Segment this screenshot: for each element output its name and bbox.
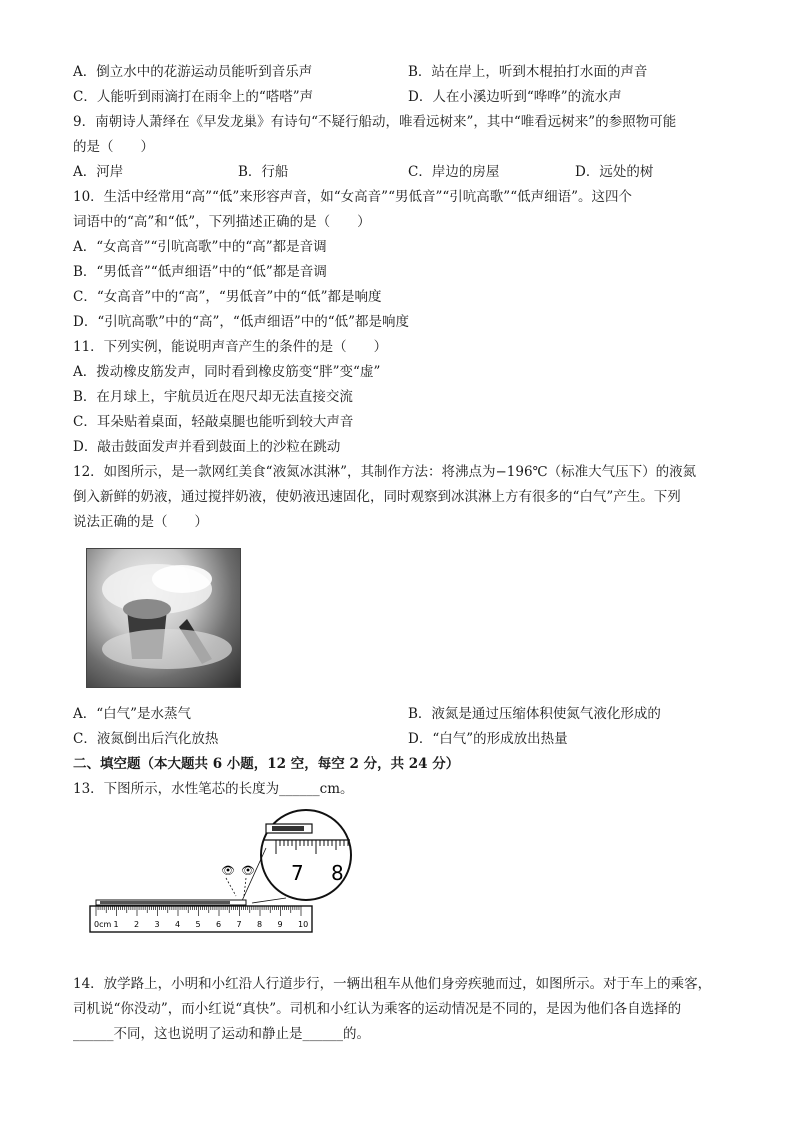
q11-option-b: B．在月球上，宇航员近在咫尺却无法直接交流: [73, 389, 353, 405]
eye-icon: 👁: [221, 864, 235, 877]
q12-option-d: D．“白气”的形成放出热量: [408, 731, 568, 747]
q12-option-b: B．液氮是通过压缩体积使氮气液化形成的: [408, 706, 661, 722]
q8-option-d: D．人在小溪边听到“哗哗”的流水声: [408, 89, 622, 105]
q12-stem-line2: 倒入新鲜的奶液，通过搅拌奶液，使奶液迅速固化，同时观察到冰淇淋上方有很多的“白气”产生。下列: [73, 489, 681, 505]
zoom-label-7: 7: [291, 861, 304, 885]
q12-option-a: A．“白气”是水蒸气: [73, 706, 192, 722]
ruler-label: 10: [298, 920, 309, 929]
q8-option-a: A．倒立水中的花游运动员能听到音乐声: [73, 64, 313, 80]
q10-option-a: A．“女高音”“引吭高歌”中的“高”都是音调: [73, 239, 327, 255]
q9-stem-line1: 9．南朝诗人萧绎在《早发龙巢》有诗句“不疑行船动，唯看远树来”，其中“唯看远树来”的参照物可能: [73, 114, 677, 130]
q12-stem-line3: 说法正确的是（ ）: [73, 514, 208, 530]
guide-line-right: [252, 898, 286, 903]
q8-option-b: B．站在岸上，听到木棍拍打水面的声音: [408, 64, 648, 80]
ruler-label: 6: [216, 920, 222, 929]
section-title: 二、填空题（本大题共 6 小题，12 空，每空 2 分，共 24 分）: [73, 756, 460, 772]
ruler-label: 8: [257, 920, 263, 929]
ruler-figure: [86, 808, 356, 942]
ruler-label: 7: [236, 920, 242, 929]
ruler-label: 2: [134, 920, 140, 929]
q9-option-a: A．河岸: [73, 164, 124, 180]
q9-option-d: D．远处的树: [575, 164, 654, 180]
liquid-nitrogen-ice-cream-photo: [86, 548, 241, 688]
q14-stem-line2: 司机说“你没动”，而小红说“真快”。司机和小红认为乘客的运动情况是不同的，是因为他们各自选择的: [73, 1001, 682, 1017]
q12-stem-line1: 12．如图所示，是一款网红美食“液氮冰淇淋”，其制作方法：将沸点为−196℃（标准大气压下）的液氮: [73, 464, 697, 480]
q8-option-c: C．人能听到雨滴打在雨伞上的“嗒嗒”声: [73, 89, 314, 105]
ruler-label: 1: [113, 920, 119, 929]
eye-icon: 👁: [241, 864, 255, 877]
q11-stem: 11．下列实例，能说明声音产生的条件的是（ ）: [73, 339, 388, 355]
photo-illustration: [87, 549, 240, 687]
pen-refill-ink: [100, 901, 230, 904]
zoomed-pen-ink: [272, 826, 304, 831]
zoom-label-8: 8: [331, 861, 344, 885]
q9-option-b: B．行船: [238, 164, 289, 180]
ruler-label: 0cm: [94, 920, 112, 929]
q13-stem: 13．下图所示，水性笔芯的长度为______cm。: [73, 781, 354, 797]
q11-option-d: D．敲击鼓面发声并看到鼓面上的沙粒在跳动: [73, 439, 341, 455]
ruler-label: 3: [154, 920, 160, 929]
q14-stem-line1: 14．放学路上，小明和小红沿人行道步行，一辆出租车从他们身旁疾驰而过，如图所示。对于车上的乘客，: [73, 976, 712, 992]
q14-stem-line3: ______不同，这也说明了运动和静止是______的。: [73, 1026, 370, 1042]
q11-option-a: A．拨动橡皮筋发声，同时看到橡皮筋变“胖”变“虚”: [73, 364, 381, 380]
ruler-label: 5: [195, 920, 201, 929]
q9-stem-line2: 的是（ ）: [73, 139, 154, 155]
ruler-svg: [86, 808, 356, 938]
q10-option-c: C．“女高音”中的“高”，“男低音”中的“低”都是响度: [73, 289, 382, 305]
q12-option-c: C．液氮倒出后汽化放热: [73, 731, 219, 747]
q11-option-c: C．耳朵贴着桌面，轻敲桌腿也能听到较大声音: [73, 414, 354, 430]
ruler-label: 9: [277, 920, 283, 929]
q10-stem-line2: 词语中的“高”和“低”，下列描述正确的是（ ）: [73, 214, 371, 230]
q10-option-d: D．“引吭高歌”中的“高”，“低声细语”中的“低”都是响度: [73, 314, 410, 330]
q10-stem-line1: 10．生活中经常用“高”“低”来形容声音，如“女高音”“男低音”“引吭高歌”“低声细语”。这四个: [73, 189, 632, 205]
ruler-label: 4: [175, 920, 181, 929]
q9-option-c: C．岸边的房屋: [408, 164, 500, 180]
q10-option-b: B．“男低音”“低声细语”中的“低”都是音调: [73, 264, 327, 280]
